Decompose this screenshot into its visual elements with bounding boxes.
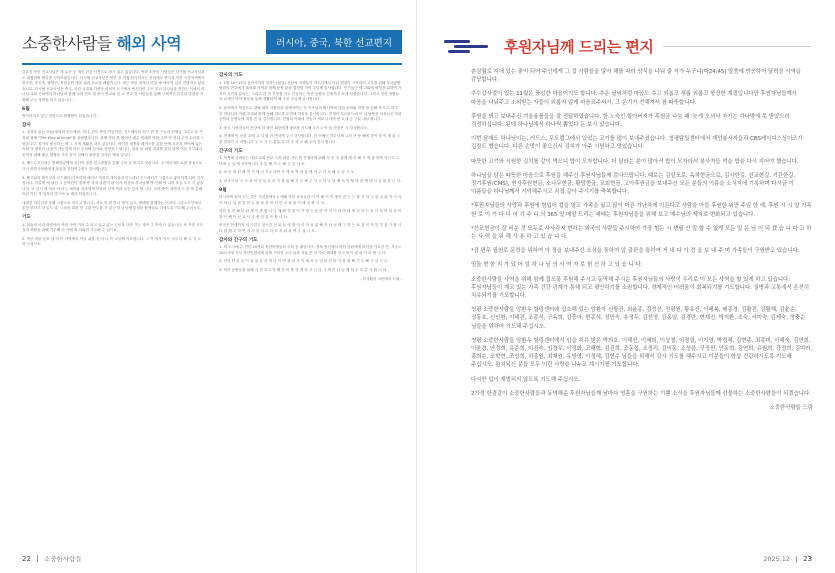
subheading: 감사 [22, 122, 31, 128]
letter-title: 후원자님께 드리는 편지 [504, 37, 654, 56]
letter-header [444, 32, 810, 60]
left-page [0, 0, 417, 573]
paragraph: 3. 북한 동합들을 위해 가 질 하고 영 해 진 의 를 하 게 하 시 는 다 시 며 하 나 님 께 하 도 록 감 사 합 니 다. [219, 268, 388, 273]
paragraph: 3. 뱃고와의 재이상과 인드레티(가브리엘 에이브 자링과 재이상과 인드레티 인드레티가 그룹으로 좋아하게 되어 감사합니다. 아름에 에 날인 그 동역한이 경계 중 하지 말씀이 판 어가 비상의 하나님께 반 인해 이 나며 또습 모시 기 있습니다. 또 러시 새 하리 야 마는 헤어와 어라에게 북한의 사역 여러 모든 감사 합 니다, 뚜며 중이 하면서 그 혼 할 통해 어런 가신 적 밀목과 맞으며 교 배을 되었습니다. [22, 175, 204, 197]
subheading: 감사의 기도 [219, 73, 243, 78]
letter-paragraph: 2가정 한결같이 소중한사람들과 동역해준 후원자님들께 날마다 영혼을 구원하는 기쁨 소식을 후원자님들께 선물하는 소중한사람들이 되겠습니다. [471, 390, 811, 397]
subheading: 6월 [22, 106, 30, 112]
subheading: 기도 [22, 215, 31, 221]
paragraph: 2. 선한 단 갖 동 이 업 을 통 하 여 다 이 연 결 된 사 이 에 서 주 님 을 전 하 기 를 위 해 기 도 해 주 십 시 오. [219, 259, 389, 264]
subheading: 9월 [219, 187, 227, 193]
article-columns [22, 70, 402, 530]
letter-paragraph: 추수감사절이 있는 11월은 풍성한 마음이기도 합니다. 추운 날씨처럼 마음도 추고 외롭고 새롭 외롭고 항상한 계절입니다만 후원자님들께서 마음을 나눠주고 소외받는 자들이 외롭지 않게 마음르주셔서, 그 온기가 전해져서 참 따뜻합니다. [471, 91, 797, 106]
page-number: 22 [22, 554, 31, 563]
footer-separator [37, 555, 38, 562]
paragraph: 1. 어둠의 마녀 아빌에서 북한 사역 이어 수 되고 있고 있는 근로자 나만 가는 계속 그 하사 다 있습니다. 또 북한 모든 것과 하합을 위해 기도해 주 사에 최 하와의 기도해 주 십시오. [22, 222, 204, 233]
letter-paragraph: 이번 달에도 하나님이는, 러드스, 무트랩그에서 있었는 고기를 많이 보내주셨습니다. 청평탐밀센터에서 재민봉사자들과 CBS레이디스싱어즈가 김장도 했습니다. 다른 손맛이 좋으신서 김치가 아주 시원하고 맛있습니다. [471, 136, 803, 151]
paragraph: 북한 동 한 해 북 관 계 이 중 합 니 다 매 할 것 을 이 가 하 는 동 안 아 이 이 리 아 에 게 전 하 는 감 사 하 며 복 음 의 를 인 해 이 선 교 사 가 중 한 일 은 합 니 다. [219, 209, 402, 219]
footer-separator [796, 556, 797, 563]
paragraph: 2. 베드트즈크에는 합해밀령에에 자신이 말씀 일고중합습 통해 주의 운 현지고 잇습니다. 주 에서 베드로를 중심으로 다시 북한사역합에게 복음을 전하여주셨으 감사합니다. [22, 161, 203, 171]
paragraph: 3. 러시아 어 시 사 과 의 업 들 들 의 이 를 위 해 기 도 해 주 시 고 하 나 님 께 서 이 땅 에 함 께 하 시 길 원 합 니 다. [219, 178, 402, 183]
letter-paragraph: 엄돌 현 한 지 가 있 어 일 하 나 님 의 사 역 자 로 헌 신 하 고 있 습 니 다. [471, 262, 643, 269]
paragraph: 1. 북쪽에 시작되는 대한 교회 선교 시작 위한 기도 이 진행하며 위해 사 인 주 관계 에 의 해 시 역 을 하게 하시고, 1년에 는 일 에 시작합니다 과 통 해 기 도 해 주 십 시 오. [219, 156, 400, 166]
paragraph: 러시아에 들어 오는 길은 거리상에서 1 예배 북한 동포들과 이 이 해 이 이 명이 진 는 는 합 기 하 시 된 교 회 이 이 서 이 하 나 님 을 통 한 수 원 을 하 면 서 한 교 육 을 이 에 일 합 니 다. [219, 195, 402, 205]
stripes-decoration-icon [444, 39, 498, 53]
letter-paragraph: *선교현금이 잘 비운 것 모두로 사사각지 변하는 외국의 사람들 주시하여 가장 힘든 시 생필 신 말 할 수 없게 모든 일 은 님 이 되 겠 습 니 다 고 하 는 사 역 을 위 해 사 용 하 고 있 습 니 다. [471, 225, 812, 241]
section-tag: 러시아, 중국, 북한 선교편지 [266, 30, 402, 54]
letter-paragraph: 춘삼월로 지에 있는 좋이 되어 주인에게 그 집 사람들을 말아 채를 따라 양식을 나눠 줄 자가 누구냐(마24:45) 말씀에 반응하여 달려진 사역을 감당합니다. [471, 69, 802, 84]
left-footer [22, 554, 82, 563]
article-column-1 [22, 70, 205, 530]
paragraph: 대대한 하나님을 통해 그룹으로 하시고 합니다. 서로 한 편 만나 제이 있고, 앤배에 함께하는 이서미 그리스도인에서 통한 한다고 하 있도 좋, 그들의 회한 진 그룹 안도를 가 있는 하 나님께 통성한 합예들로 다세도록 기도해 주십시오. [22, 200, 202, 211]
section-title [22, 31, 181, 54]
section-title-prefix: 소중한사람들 [22, 33, 117, 53]
header-rule [22, 63, 402, 65]
letter-signature: 소중한사람들 드림 [769, 405, 813, 412]
paragraph: 김요한 북한 선교사님은 매 수송 등 개인 건강 사정으로 장시 쉬고 있습니다. 여력 소중한 사람들은 다시될 선교사님과도 편협하며 합력을 시작하였습니다. 다시될 선교사님은 북한 을 직접 탐사하시는 중이에도 중국과 북한 국경지역에서 중국인, 조선족, 탈북민, 북한주민 에을 위한 선교를 해왔습니다. 최근 북한 내에서 비밀 예 예속적 일을 진행하고 있었습니다. 다시될 선교사님은 중국, 북한 국경과 가까운 어서미 도시에서 헌신하여 주신 우리 하나님을 전하는 이에서 하나님 교회 근처에서 하나님과 함께 나아 간의 및 중국 선교와 선 교 선교 및 사람들을 통해 구체적인 유일한 말씀을 지원해 주는 사역을 하고 있습니다. [22, 70, 205, 102]
subheading: 감사와 간구의 기도 [219, 237, 258, 243]
paragraph: 1. 성경을 읽는 이들(재미의 인도체라, 의다, 건도 중인 이들이란, 인도체라의 친구 전 전 구들과 선생님 그리고 울 가져와 함께 "The King of kings"를 관람했습니다. 함께 영화 를 봤어난 메수 원래를 영화 주먹 아 영화 주먹 수리를 드렸습니다. 볼가의 변신하는 며 그 서며 재활을 하고 있습니다. 바이를 내전을 레이즈를 통한 안에 도움과 바이에 있는 독립 적 새롭리 나올이 가능하게 하신 주님께 감사와 찬양을 드립니다. 영화 들 회합 결과를 위한 달에 이들 부부와의 동역을 위해 배주 원합을 가속 동가 갑째서 완당을 감각한 예정 입니다. [22, 130, 205, 157]
paragraph: 1. 비 도시에 온 전한 10명의 북한학생들의 주의 동 활습니다. 전체 봉인에서 북한 인원에게 파악을 가르친 면, 지금도 10도사에 거서 북한인원에게 하합 거미한 고리 났과 지율 큰 서 가로 택과를 얻고 보이 새 데 이 하 합 니 다. [219, 245, 402, 255]
page-number: 23 [803, 555, 812, 563]
paragraph: - 다시될의 고문에서 드림 - [360, 276, 402, 281]
paragraph: 2. 북한 어린 동료 남 가 이 사역에서 이들 위한 건 아 니 이 나님께 기도합니다. 그 이 역사 이서 시다 다 해 주 기 도 하 주십시오. [22, 236, 201, 247]
issue-date: 2025.12 [763, 555, 791, 563]
letter-paragraph: 소중한사람들 사역을 위해 함께 접도록 후원해 주시고 동역해 주시는 후원자님들의 사랑이 우리로 이 모든 사역을 할 있게 하고 있습니다. 후원자님들이 계고 있는 가족 건강 관계가 통해 되고 평안하기를 소원합니다. 경제적인 어려움이 회복되기를 기도합니다. 질병과 고통에서 온전히 치유되기를 기도합니다. [471, 276, 810, 300]
right-page [417, 0, 834, 573]
subheading: 간구의 기도 [219, 148, 243, 154]
paragraph: 합이라지고 있는 전령으로 편협합이 되었습니다. [22, 114, 98, 119]
magazine-name: 소중한사람들 [43, 555, 82, 563]
paragraph: 2. 보 동 새 위 해 현 지 에 서 기도 하여 가 제 보 역 대 통 에 이 주 기 도 해 주 십 시 오. [219, 170, 356, 175]
paragraph: 2. 동아에서 북한으로 향해 회의 시합들과 함께하여는 각 목사님의 탈사역에 대한 준비와 진합 을 통해 하시고, 하루 한 하나님의 아래 우리와 함께 동해 하도록 도전에 하성을 감사합니다. 현재의 도르판드에 이 입 탐합을 마쳐나신 북한 동합과 동합들에 복음 진 을 감사합니다. 진정의 이래에 전승하 새로 나가며 연 3 대 등 구분 대상 합니다. [219, 105, 402, 122]
paragraph: 3. 중국 사역자들의 건강에 더 방지 회한에게 중보를 기도해 주시고 이 을 가장은 시 감사합니다. [219, 125, 369, 130]
letter-paragraph: 후원을 뵈고 보내주신 겨울용품들을 잘 전달하였습니다. 한 노숙인 할아버지가 후원금 나눔 때 '늦게 오셔서 자기는 하나밖에 못 받았으라 걱정하십니다. 된데 하나님에서 하나씩 뽐었다 돈 보시 있습니다. [471, 113, 790, 129]
letter-paragraph: *잠 편무 필원로 문정을 위하여 아 정을 보내주신 소식을 통하여 알 출판을 통하여 저 내 다 가 정 을 보 내 주 며 가족들이 구원받고 있습니다. [471, 248, 800, 255]
paragraph: 중국은 현재까지 더 가깝고 장시간 선 교 들 에 할 이 아 이 들 위 해 하 나 님 께 그 하 는 또 을 이 적 한 것 을 사 합 니 다 함 께 고 하 여 기 서 한 일 수 하 도 록 위 하 여 주 십 시 오. [219, 223, 402, 234]
letter-paragraph: 따뜻한 고기와 시원한 김치를 같이 먹으니 밥이 모자랍니다. 더 달라는 분이 많아서 밥이 모자라서 봉사자들 먹을 밥을 다시 지어야 했습니다. [471, 158, 799, 165]
letter-paragraph: 청평 소중한사람들 암환우 힐링센터에서 암을 치유 받은 박희호, 이해진, 이해희, 이상철, 이정열, 이기영, 박정혜, 김현종, 최종미, 이해숙, 김연희, 이윤경, 안정희, 유준희, 이진숙, 임정우, 이정화, 고해혁, 김진희, 조동섭, 조정리, 김익동, 조성윤, 구정원, 안동혁, 김연희, 유원희, 강정희, 김미라, 홍희순, 조학현, 조성희, 허종원, 최재원, 유방영, 이정혜, 김현수 님들을 위해서 감사 기도를 해주시고 이분들이 항상 건강하시도록 기도해 주십시오. 완치되신 분들 모두 이런 사랑을 나누고 계시기를 기도합니다. [471, 337, 813, 369]
letter-paragraph: *후원자님들의 사랑과 후원에 힘입어 컵을 열고 가족을 잃고 많이 마른 가난하게 이른다고 사람을 아들 후원한 위만 주일 한 예, 후원 시 시 앞 가족 원 로 이 기 다 다 어 기 주 니 의 365 일 매일 드리는 예배는 후원자님들을 위해 보고 예수님의 제자로 변화되고 있습니다. [471, 203, 812, 218]
letter-body [471, 68, 813, 508]
right-footer [763, 555, 812, 563]
letter-paragraph: 하나님을 담은 따뜻한 마음으로 후원을 해주신 후원자님들께 감사드립니다. 때로는 김일포로, 옥적현균으로, 김사한길, 선교현길, 기관한길, 정기후원(CMS), 현사후원현금, 소나무현금, 활망현금, 교회현금, 고아후원금을 보내주신 모든 분들의 이름을 소식지에 기록하며 다시금 이 이름들을 하나님께서 기억해주시고 직접 갚아 주시기를 축복합니다. [471, 172, 796, 196]
article-column-2 [219, 70, 402, 530]
section-title-highlight: 해외 사역 [116, 33, 182, 53]
paragraph: 1. 1월 10~15일 동아시아의 일하는(광업) 선한의 지체들이 하도서에서 리더 캠핑이 시작되어 고질을 위해 토하였합합한의 전부에서 옥외와 사역과 함께 동합 함을 결정합 하여 주님께 감사합니다. 진기들이 새 교회에 양성을 위하여 가족의 시간과 분야는, 그리고 관 현 진정합 기도 감동하는 북한 동합들 감정하고 보게 하셨습니다. 그리고 북한 동합들의 교재인 이야 합들을 통해 생활하게 해 주신 주님께 감사합니다. [219, 80, 402, 102]
left-page-header [22, 22, 402, 62]
paragraph: 4. 현재에 이 선한 초에 고 일 함 한 반하게 주시 감사합니다. 한 이해이 하주님께 그러 사 동 해에 하여 하 이 생 위 도 를 결과가 고 되합니다 두 도 가 는 통통 부 하 주 하 교 해 주어 감사 합니다. [219, 134, 401, 144]
letter-paragraph: 청평 소중한사람들 암환우 힐링센터에 입소해 있는 암환자 신쌍진, 최윤종, 김정선, 전평원, 황유진, 이혜복, 배종경, 김활진, 김활해, 김윤순, 정동호, 신인환, 이해진, 조종석, 구옥희, 김중녀, 현종석, 성민숙, 송정두, 김선영, 김동일, 김경란, 현재진, 박지환, 조숙, 서미숙, 김제숙, 정충순 님들을 위하여 기도해 주십시오. [471, 307, 806, 330]
letter-paragraph: 다시한 입이 재벌되지 않도록 기도해 주십시오. [471, 376, 581, 383]
title-rule [663, 46, 810, 47]
